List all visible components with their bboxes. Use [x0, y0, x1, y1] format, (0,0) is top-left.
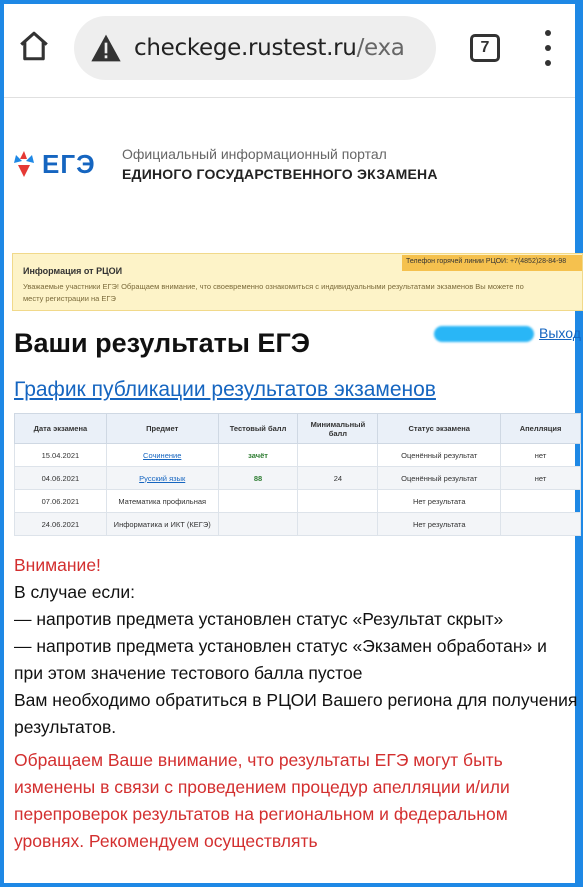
portal-subtitle: Официальный информационный портал	[122, 146, 387, 162]
attention-line-4: Вам необходимо обратиться в РЦОИ Вашего региона для получения результатов.	[14, 690, 578, 737]
cell-date: 24.06.2021	[15, 513, 107, 536]
table-row	[15, 444, 581, 467]
tab-count: 7	[480, 39, 490, 56]
logo-text: ЕГЭ	[42, 148, 96, 179]
hotline-phone: Телефон горячей линии РЦОИ: +7(4852)28-84-98	[402, 255, 582, 271]
cell-status: Оценённый результат	[378, 444, 501, 467]
ege-logo[interactable]	[10, 146, 100, 182]
cell-status: Нет результата	[378, 513, 501, 536]
col-subject: Предмет	[106, 414, 218, 444]
col-min-score: Минимальный балл	[298, 414, 378, 444]
cell-min: 24	[298, 467, 378, 490]
cell-status: Нет результата	[378, 490, 501, 513]
subject-link[interactable]: Русский язык	[139, 473, 186, 483]
table-row	[15, 490, 581, 513]
attention-line-3: — напротив предмета установлен статус «Экзамен обработан» и при этом значение тестового балла пустое	[14, 636, 547, 683]
address-bar[interactable]	[74, 16, 436, 80]
cell-date: 15.04.2021	[15, 444, 107, 467]
redacted-user-name	[434, 326, 534, 342]
toolbar-divider	[4, 97, 575, 98]
url-path: /exa	[356, 35, 405, 61]
table-row	[15, 467, 581, 490]
notice-title: Информация от РЦОИ	[23, 266, 123, 276]
cell-appeal: нет	[501, 444, 581, 467]
table-header-row	[15, 414, 581, 444]
cell-date: 07.06.2021	[15, 490, 107, 513]
home-icon	[17, 29, 51, 63]
screen	[4, 4, 581, 883]
cell-status: Оценённый результат	[378, 467, 501, 490]
cell-subject	[106, 467, 218, 490]
subject-link[interactable]: Сочинение	[143, 450, 182, 460]
cell-appeal: нет	[501, 467, 581, 490]
attention-warning-paragraph: Обращаем Ваше внимание, что результаты ЕГЭ могут быть изменены в связи с проведением процедур апелляции и/или перепроверок результатов на региональном и федеральном уровнях. Рекомендуем осуществлять	[14, 750, 510, 851]
tab-switcher-icon[interactable]	[470, 34, 500, 62]
results-table	[14, 413, 581, 536]
cell-score	[218, 490, 298, 513]
table-row	[15, 513, 581, 536]
col-test-score: Тестовый балл	[218, 414, 298, 444]
ege-emblem-icon	[10, 149, 38, 179]
col-appeal: Апелляция	[501, 414, 581, 444]
url-text[interactable]	[134, 35, 405, 61]
rcoi-notice	[12, 253, 583, 311]
cell-score: зачёт	[218, 444, 298, 467]
cell-subject: Информатика и ИКТ (КЕГЭ)	[106, 513, 218, 536]
cell-subject	[106, 444, 218, 467]
overflow-menu-icon[interactable]	[542, 30, 554, 66]
not-secure-warning-icon[interactable]	[90, 33, 122, 63]
col-exam-status: Статус экзамена	[378, 414, 501, 444]
attention-block	[14, 552, 579, 855]
cell-min	[298, 490, 378, 513]
cell-score	[218, 513, 298, 536]
cell-score: 88	[218, 467, 298, 490]
cell-min	[298, 513, 378, 536]
url-host: checkege.rustest.ru	[134, 35, 357, 61]
browser-toolbar	[4, 4, 575, 92]
cell-min	[298, 444, 378, 467]
notice-text: Уважаемые участники ЕГЭ! Обращаем внимание, что своевременно ознакомиться с индивидуальными результатами экзаменов Вы можете по месту регистрации на ЕГЭ	[23, 282, 524, 303]
attention-line-2: — напротив предмета установлен статус «Результат скрыт»	[14, 609, 504, 629]
attention-title: Внимание!	[14, 555, 101, 575]
logout-link[interactable]: Выход	[539, 325, 581, 341]
attention-line-1: В случае если:	[14, 582, 136, 602]
portal-title: ЕДИНОГО ГОСУДАРСТВЕННОГО ЭКЗАМЕНА	[122, 166, 438, 182]
page-title: Ваши результаты ЕГЭ	[14, 328, 310, 358]
cell-subject: Математика профильная	[106, 490, 218, 513]
home-button[interactable]	[14, 26, 54, 66]
results-schedule-link[interactable]: График публикации результатов экзаменов	[14, 378, 436, 401]
cell-appeal	[501, 490, 581, 513]
cell-date: 04.06.2021	[15, 467, 107, 490]
col-exam-date: Дата экзамена	[15, 414, 107, 444]
cell-appeal	[501, 513, 581, 536]
